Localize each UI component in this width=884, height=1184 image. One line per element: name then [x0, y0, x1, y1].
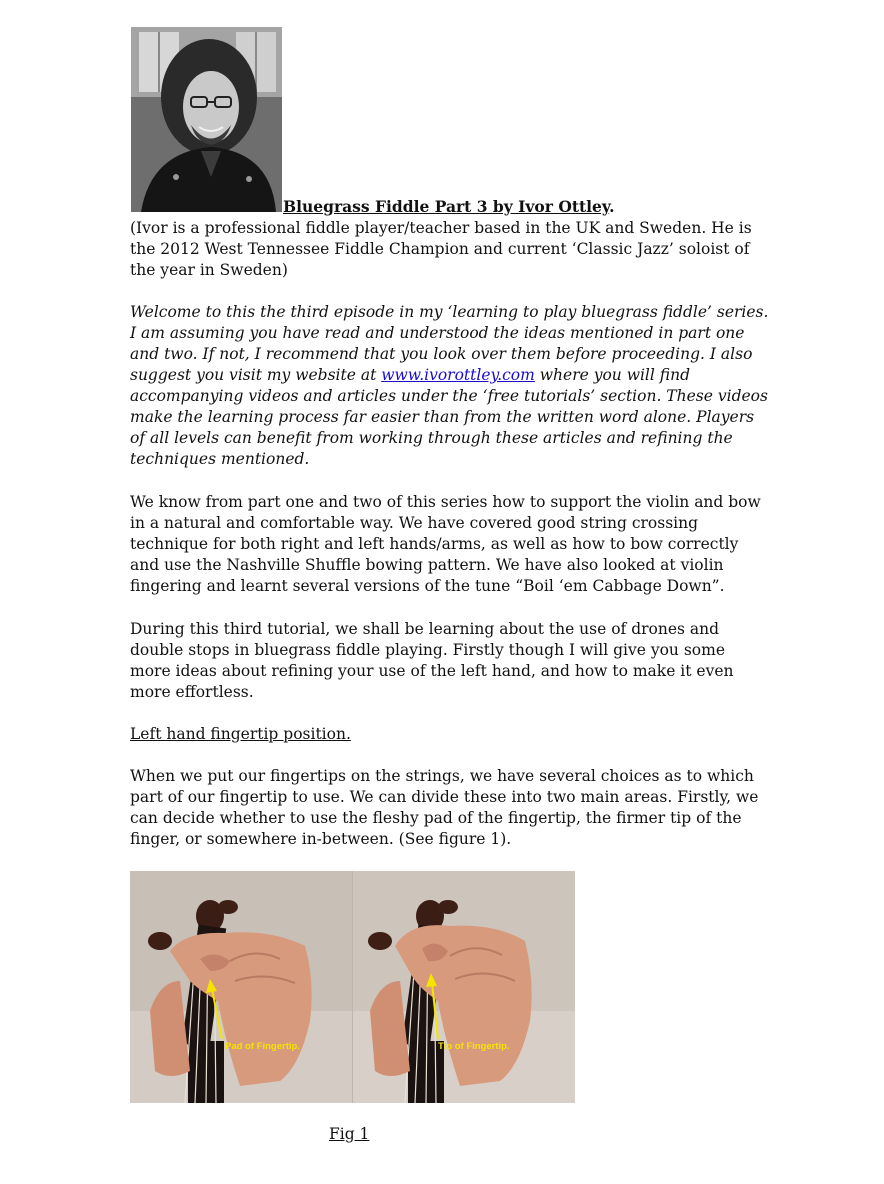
left-figure-label: Pad of Fingertip. [225, 1041, 300, 1052]
figure-caption: Fig 1 [329, 1125, 370, 1143]
welcome-text-start: Welcome to this the third episode in my ‘learning to play bluegrass fiddle’ series. I am assuming you have read and understood the ideas mentioned in part one and two. If not, I recommend that you look over them before proceeding. I also suggest you visit my website at [130, 303, 769, 384]
fingertip-paragraph: When we put our fingertips on the strings, we have several choices as to which part of our fingertip to use. We can divide these into two main areas. Firstly, we can decide whether to use the fleshy pad of the fingertip, the firmer tip of the finger, or somewhere in-between. (See figure 1). [130, 767, 759, 848]
figure-1 [130, 871, 575, 1103]
recap-paragraph: We know from part one and two of this series how to support the violin and bow in a natural and comfortable way. We have covered good string crossing technique for both right and left hands/arms, as well as how to bow correctly and use the Nashville Shuffle bowing pattern. We have also looked at violin fingering and learnt several versions of the tune “Boil ‘em Cabbage Down”. [130, 493, 761, 595]
author-bio: (Ivor is a professional fiddle player/teacher based in the UK and Sweden. He is the 2012 West Tennessee Fiddle Champion and current ‘Classic Jazz’ soloist of the year in Sweden) [130, 219, 752, 279]
section-heading: Left hand fingertip position. [130, 725, 351, 743]
right-figure-label: Tip of Fingertip. [438, 1041, 510, 1052]
figure-1-graphic [130, 871, 575, 1103]
welcome-paragraph [130, 302, 770, 470]
article-title-text: Bluegrass Fiddle Part 3 by Ivor Ottley [283, 197, 610, 216]
author-photo-graphic [131, 27, 282, 212]
article-title-period: . [609, 197, 615, 216]
welcome-text-end: where you will find accompanying videos and articles under the ‘free tutorials’ section. These videos make the learning process far easier than from the written word alone. Players of all levels can benefit from working through these articles and refining the techniques mentioned. [130, 366, 768, 468]
website-link[interactable]: www.ivorottley.com [381, 366, 535, 384]
author-photo [131, 27, 282, 212]
article-title [283, 197, 615, 217]
overview-paragraph: During this third tutorial, we shall be learning about the use of drones and double stops in bluegrass fiddle playing. Firstly though I will give you some more ideas about refining your use of the left hand, and how to make it even more effortless. [130, 620, 734, 701]
